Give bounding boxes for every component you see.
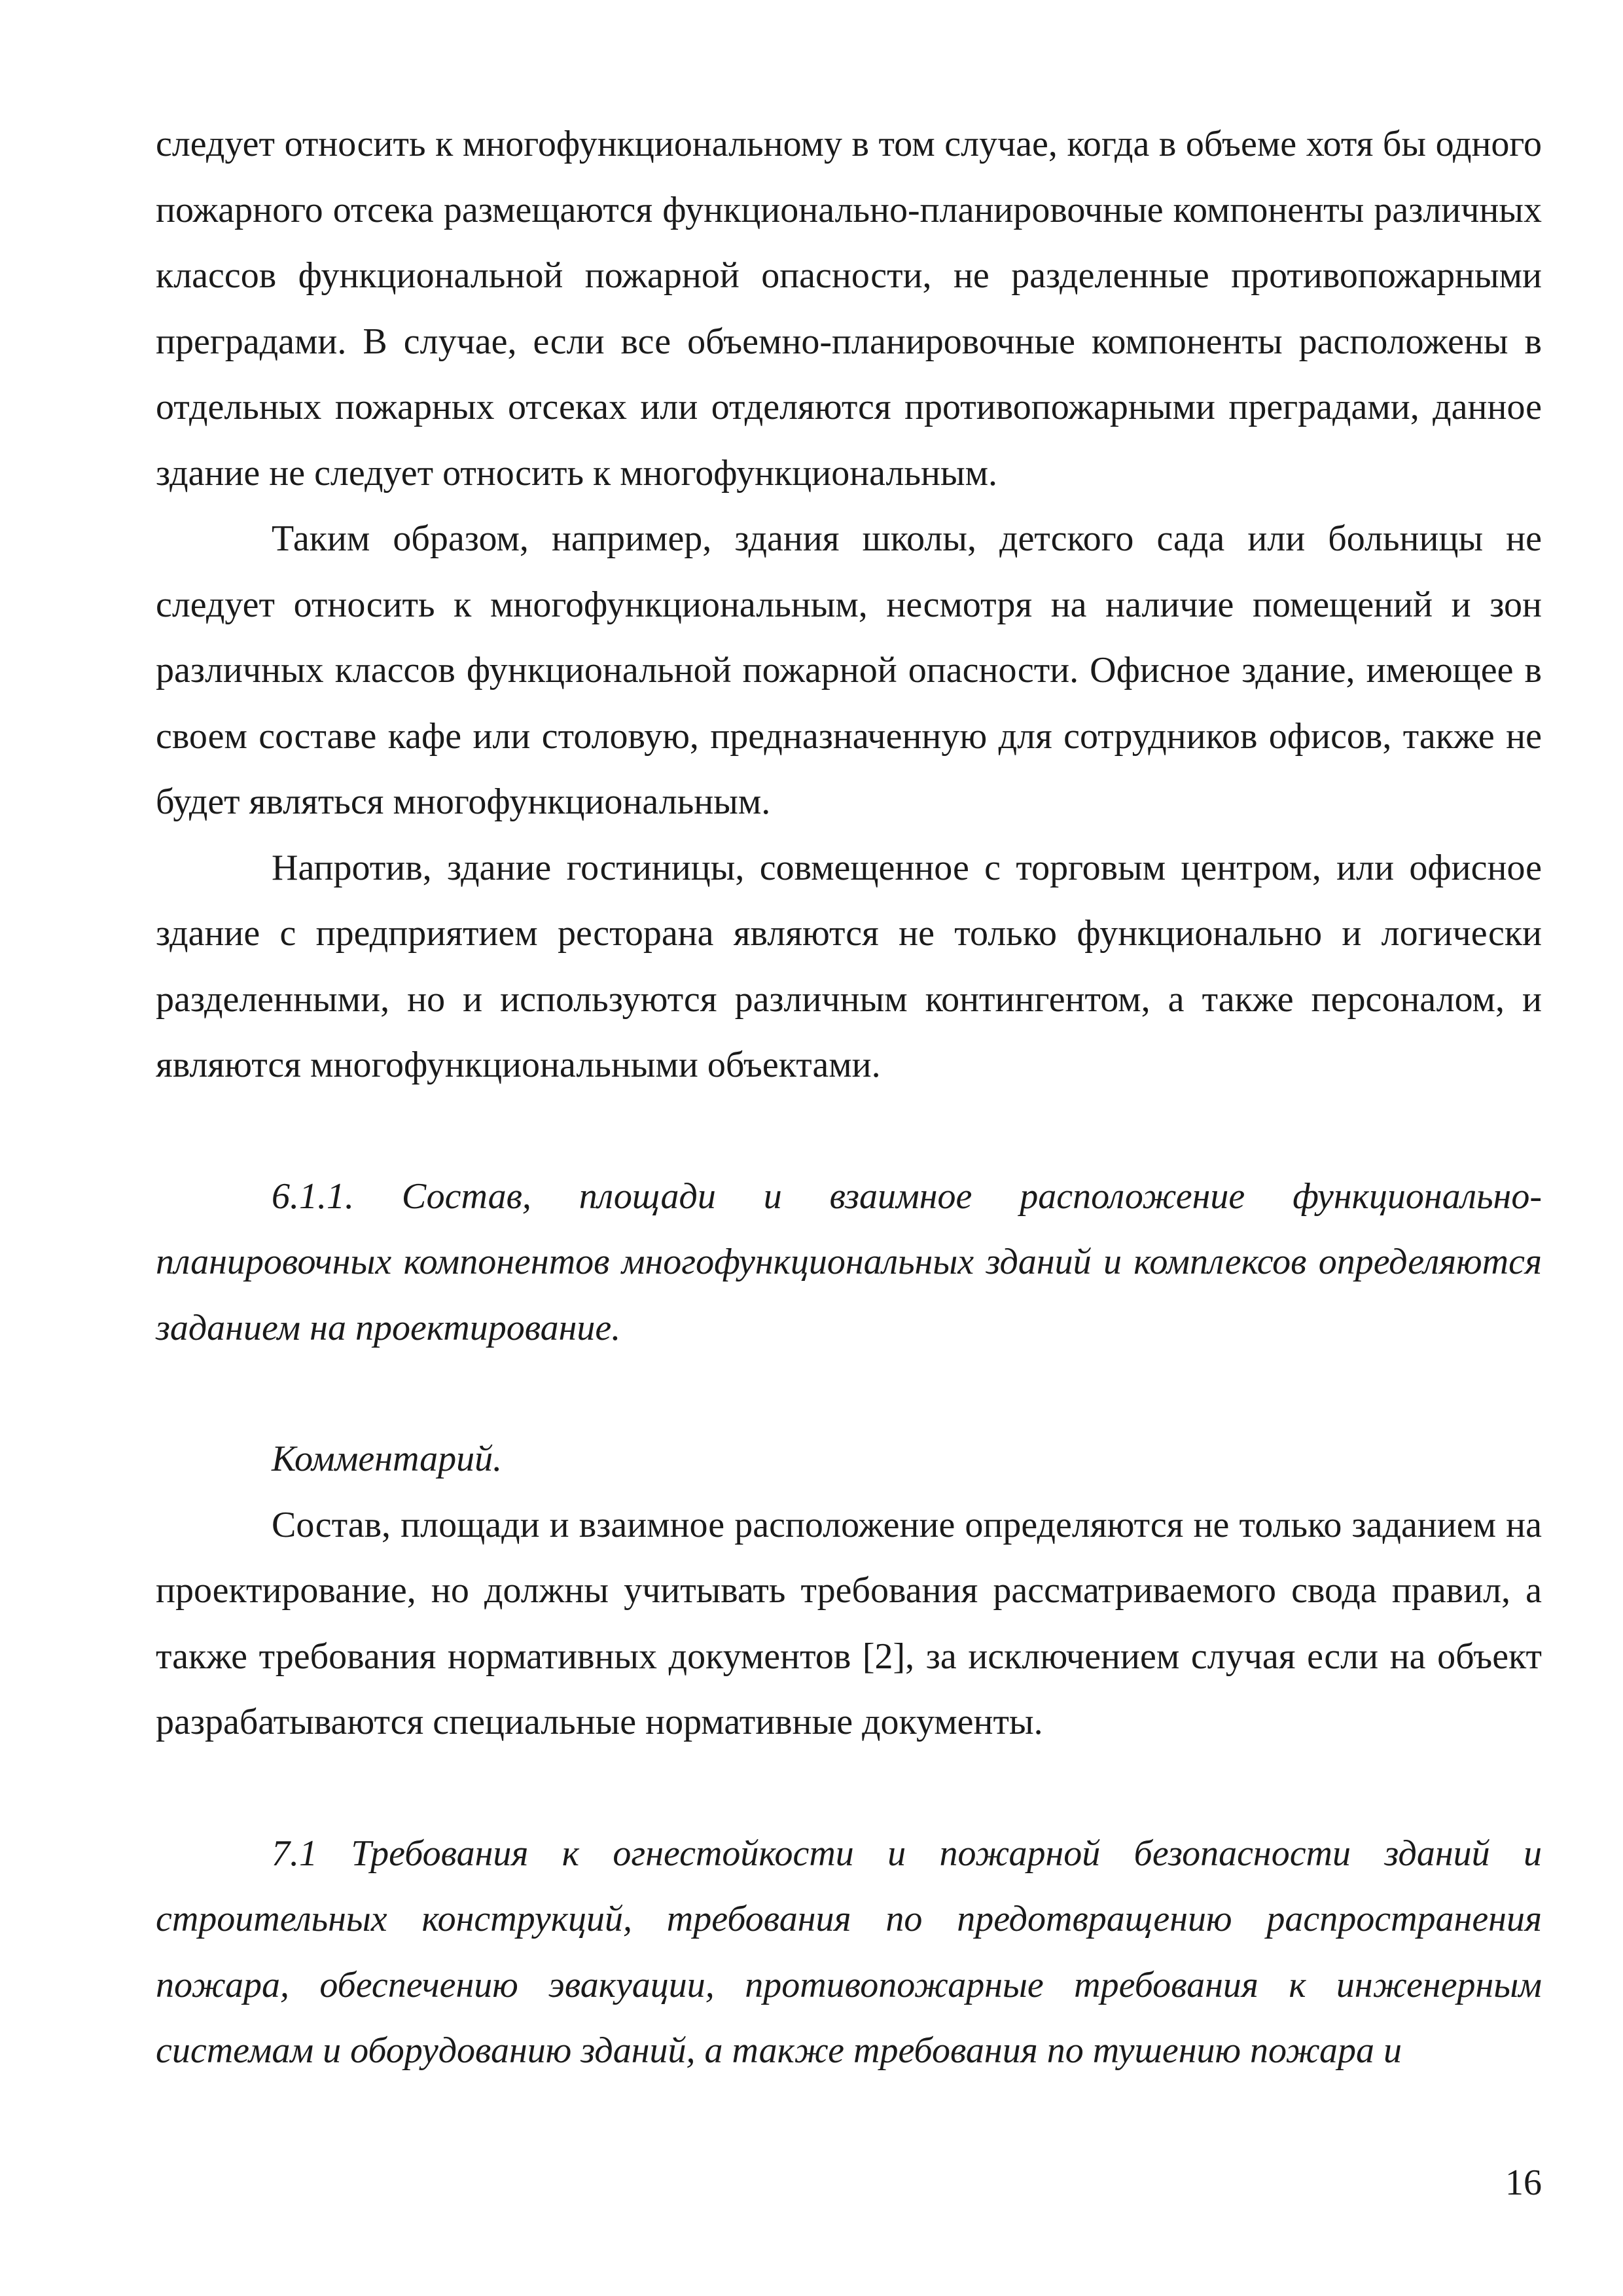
paragraph-continuation: следует относить к многофункциональному в том случае, когда в объеме хотя бы одного пожарного отсека размещаются функционально-планировочные компоненты различных классов функциональной пожарной опасности, не разделенные противопожарными преградами. В случае, если все объемно-планировочные компоненты расположены в отдельных пожарных отсеках или отделяются противопожарными преградами, данное здание не следует относить к многофункциональным. [156, 124, 1542, 493]
comment-text: Состав, площади и взаимное расположение определяются не только заданием на проектирование, но должны учитывать требования рассматриваемого свода правил, а также требования нормативных документов [2], за исключением случая если на объект разрабатываются специальные нормативные документы. [156, 1504, 1542, 1742]
clause-7-1: 7.1 Требования к огнестойкости и пожарной безопасности зданий и строительных конструкций, требования по предотвращению распространения пожара, обеспечению эвакуации, противопожарные требования к инженерным системам и оборудованию зданий, а также требования по тушению пожара и [156, 1833, 1542, 2071]
comment-label: Комментарий. [272, 1439, 503, 1479]
paragraph-contrast: Напротив, здание гостиницы, совмещенное с торговым центром, или офисное здание с предприятием ресторана являются не только функционально и логически разделенными, но и используются различным контингентом, а также персоналом, и являются многофункциональными объектами. [156, 847, 1542, 1085]
paragraph-examples: Таким образом, например, здания школы, детского сада или больницы не следует относить к многофункциональным, несмотря на наличие помещений и зон различных классов функциональной пожарной опасности. Офисное здание, имеющее в своем составе кафе или столовую, предназначенную для сотрудников офисов, также не будет являться многофункциональным. [156, 518, 1542, 822]
clause-6-1-1: 6.1.1. Состав, площади и взаимное расположение функционально-планировочных компонентов многофункциональных зданий и комплексов определяются заданием на проектирование. [156, 1175, 1542, 1348]
page-number: 16 [1505, 2162, 1542, 2203]
document-page [156, 111, 1542, 2084]
